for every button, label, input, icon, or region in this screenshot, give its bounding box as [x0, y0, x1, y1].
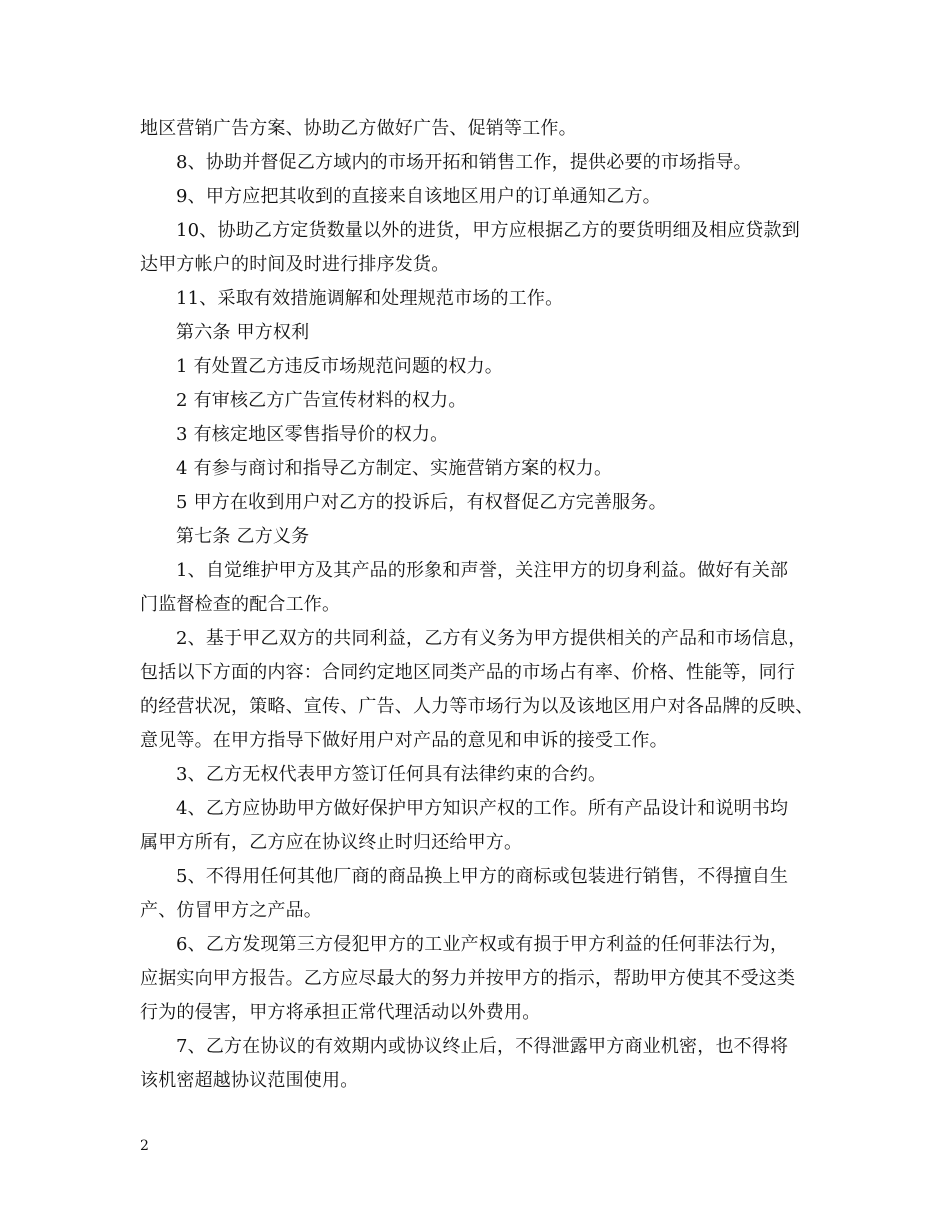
text-line: 门监督检查的配合工作。 [140, 594, 341, 615]
text-line: 第七条 乙方义务 [176, 526, 310, 547]
text-line: 6、乙方发现第三方侵犯甲方的工业产权或有损于甲方利益的任何菲法行为， [176, 934, 789, 955]
text-line: 3 有核定地区零售指导价的权力。 [176, 424, 449, 445]
text-line: 2 有审核乙方广告宣传材料的权力。 [176, 390, 467, 411]
body-text [140, 112, 820, 1098]
text-line: 3、乙方无权代表甲方签订任何具有法律约束的合约。 [176, 764, 607, 785]
text-line: 5、不得用任何其他厂商的商品换上甲方的商标或包装进行销售，不得擅自生 [176, 866, 789, 887]
text-line: 该机密超越协议范围使用。 [140, 1070, 359, 1091]
text-line: 达甲方帐户的时间及时进行排序发货。 [140, 254, 450, 275]
text-line: 2、基于甲乙双方的共同利益，乙方有义务为甲方提供相关的产品和市场信息， [176, 628, 807, 649]
text-line: 8、协助并督促乙方域内的市场开拓和销售工作，提供必要的市场指导。 [176, 152, 752, 173]
text-line: 产、仿冒甲方之产品。 [140, 900, 322, 921]
text-line: 7、乙方在协议的有效期内或协议终止后，不得泄露甲方商业机密，也不得将 [176, 1036, 789, 1057]
text-line: 5 甲方在收到用户对乙方的投诉后，有权督促乙方完善服务。 [176, 492, 667, 513]
text-line: 地区营销广告方案、协助乙方做好广告、促销等工作。 [140, 118, 577, 139]
text-line: 11、采取有效措施调解和处理规范市场的工作。 [176, 288, 564, 309]
text-line: 属甲方所有，乙方应在协议终止时归还给甲方。 [140, 832, 523, 853]
text-line: 4、乙方应协助甲方做好保护甲方知识产权的工作。所有产品设计和说明书均 [176, 798, 789, 819]
text-line: 1 有处置乙方违反市场规范问题的权力。 [176, 356, 503, 377]
text-line: 9、甲方应把其收到的直接来自该地区用户的订单通知乙方。 [176, 186, 661, 207]
text-line: 应据实向甲方报告。乙方应尽最大的努力并按甲方的指示，帮助甲方使其不受这类 [140, 968, 796, 989]
page-number: 2 [140, 1138, 149, 1154]
text-line: 1、自觉维护甲方及其产品的形象和声誉，关注甲方的切身利益。做好有关部 [176, 560, 789, 581]
text-line: 的经营状况，策略、宣传、广告、人力等市场行为以及该地区用户对各品牌的反映、 [140, 696, 814, 717]
text-line: 第六条 甲方权利 [176, 322, 310, 343]
text-line: 包括以下方面的内容：合同约定地区同类产品的市场占有率、价格、性能等，同行 [140, 662, 796, 683]
text-line: 行为的侵害，甲方将承担正常代理活动以外费用。 [140, 1002, 541, 1023]
text-line: 10、协助乙方定货数量以外的进货，甲方应根据乙方的要货明细及相应贷款到 [176, 220, 800, 241]
text-line: 4 有参与商讨和指导乙方制定、实施营销方案的权力。 [176, 458, 613, 479]
text-line: 意见等。在甲方指导下做好用户对产品的意见和申诉的接受工作。 [140, 730, 668, 751]
